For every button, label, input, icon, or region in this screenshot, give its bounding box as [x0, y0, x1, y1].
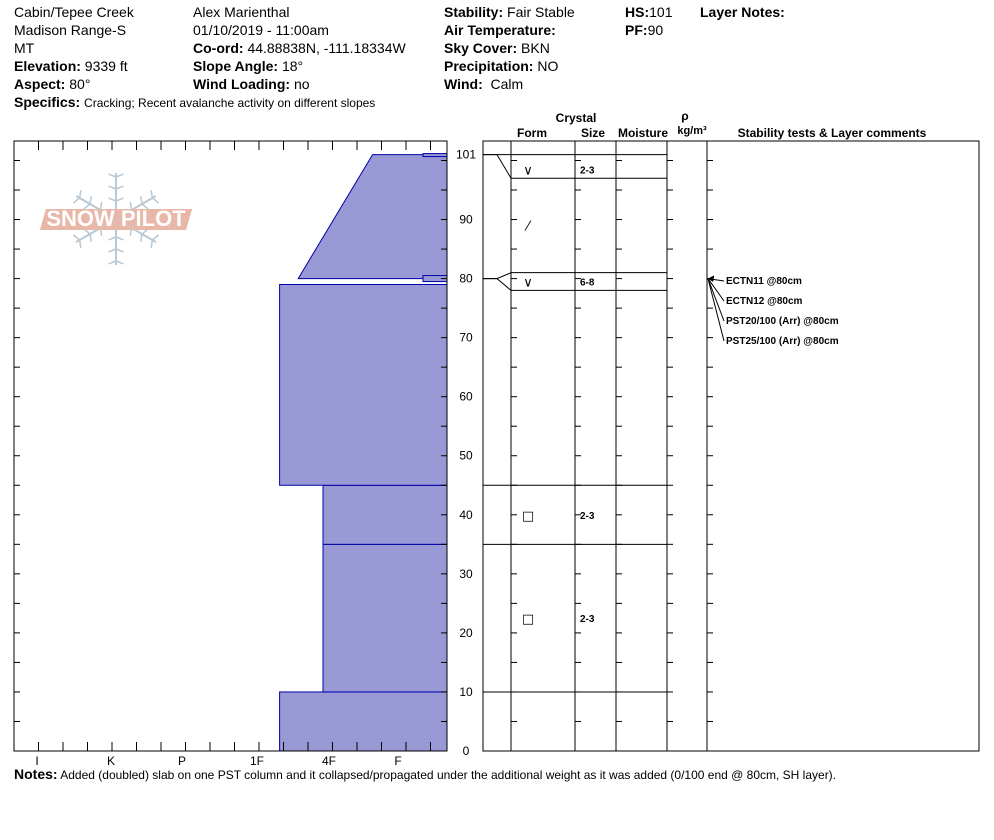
- aspect-label: Aspect:: [14, 76, 66, 92]
- snowflake-branch: [151, 190, 152, 198]
- hs-label: HS:: [625, 4, 650, 20]
- location-state: MT: [14, 40, 35, 56]
- boundary-connector: [483, 155, 511, 179]
- snowflake-branch: [116, 261, 123, 264]
- snowflake-branch: [73, 198, 79, 203]
- header-size: Size: [580, 126, 606, 140]
- snowflake-branch: [109, 186, 116, 189]
- table-ticks: [511, 160, 713, 751]
- height-axis-labels: [456, 148, 476, 758]
- notes-label: Notes:: [14, 766, 58, 782]
- hardness-tick-label: F: [394, 754, 402, 768]
- snowflake-branch: [90, 234, 91, 242]
- hardness-layer: [323, 485, 447, 544]
- snowflake-branch: [80, 190, 81, 198]
- hardness-layer: [280, 284, 447, 485]
- hardness-layer: [280, 692, 447, 751]
- hs-value: 101: [649, 4, 673, 20]
- height-tick-label: 60: [459, 389, 473, 404]
- snowflake-branch: [90, 196, 91, 204]
- precip-label: Precipitation:: [444, 58, 534, 74]
- hardness-tick-label: I: [35, 754, 39, 768]
- notes-text: Added (doubled) slab on one PST column and it collapsed/propagated under the additional weight as it was added (0/100 end @ 80cm, SH layer).: [60, 768, 837, 782]
- hardness-tick-label: P: [177, 754, 187, 768]
- logo-text: SNOW PILOT: [46, 206, 186, 231]
- snowflake-branch: [152, 198, 158, 203]
- snowflake-branch: [152, 235, 158, 240]
- specifics-value: Cracking; Recent avalanche activity on different slopes: [84, 96, 376, 110]
- hardness-tick-label: 4F: [321, 754, 337, 768]
- crystal-markers: [522, 163, 595, 627]
- hardness-tick-label: 1F: [249, 754, 265, 768]
- elevation-label: Elevation:: [14, 58, 81, 74]
- aspect-value: 80°: [69, 76, 91, 92]
- stability-test-label: ECTN11 @80cm: [726, 276, 802, 287]
- snowflake-branch: [116, 174, 123, 177]
- snowflake-branch: [116, 237, 123, 240]
- hardness-layers: [280, 154, 447, 751]
- pf-label: PF:: [625, 22, 648, 38]
- specifics-label: Specifics:: [14, 94, 81, 110]
- hardness-tick-label: K: [106, 754, 116, 768]
- sky-value: BKN: [521, 40, 550, 56]
- location-range: Madison Range-S: [14, 22, 127, 38]
- crystal-form-symbol: ∨: [523, 275, 533, 291]
- layer-table-frame: [483, 141, 979, 751]
- layer-notes-label: Layer Notes:: [700, 4, 785, 20]
- observation-datetime: 01/10/2019 - 11:00am: [193, 22, 329, 38]
- crystal-size-label: 2-3: [580, 614, 595, 626]
- height-tick-label: 101: [455, 147, 477, 162]
- location-name: Cabin/Tepee Creek: [14, 4, 134, 20]
- hardness-layer-edge: [423, 154, 447, 157]
- snowflake-branch: [141, 234, 142, 242]
- slope-label: Slope Angle:: [193, 58, 279, 74]
- height-tick-label: 90: [459, 212, 473, 227]
- sky-label: Sky Cover:: [444, 40, 518, 56]
- test-leader-line: [708, 279, 724, 341]
- height-tick-label: 80: [459, 271, 473, 286]
- header-density-unit: kg/m³: [677, 125, 707, 137]
- snowflake-branch: [109, 249, 116, 252]
- height-tick-label: 10: [459, 684, 473, 699]
- observer-name: Alex Marienthal: [193, 4, 290, 20]
- crystal-form-symbol: ∨: [523, 163, 533, 179]
- height-tick-label: 70: [459, 330, 473, 345]
- snowflake-branch: [116, 186, 123, 189]
- elevation-value: 9339 ft: [84, 58, 128, 74]
- crystal-size-label: 6-8: [580, 277, 595, 289]
- stability-test-label: PST20/100 (Arr) @80cm: [726, 316, 839, 327]
- slope-value: 18°: [281, 58, 304, 74]
- height-tick-label: 50: [459, 448, 473, 463]
- header-crystal: Crystal: [555, 111, 597, 125]
- header-comments: Stability tests & Layer comments: [737, 126, 927, 140]
- height-tick-label: 30: [459, 566, 473, 581]
- notes-row: [14, 766, 836, 782]
- height-tick-label: 20: [459, 625, 473, 640]
- crystal-size-label: 2-3: [580, 165, 595, 177]
- stability-label: Stability:: [444, 4, 504, 20]
- snowpilot-logo: [40, 173, 192, 265]
- wind-label: Wind:: [444, 76, 483, 92]
- snowflake-branch: [109, 261, 116, 264]
- snowflake-branch: [109, 174, 116, 177]
- test-leader-line: [708, 279, 724, 321]
- crystal-size-label: 2-3: [580, 510, 595, 522]
- height-tick-label: 40: [459, 507, 473, 522]
- height-tick-label: 0: [462, 744, 470, 758]
- stability-test-annotations: [708, 276, 839, 347]
- wind-value: Calm: [490, 76, 524, 92]
- air-temp-label: Air Temperature:: [444, 22, 556, 38]
- header-rho: ρ: [681, 109, 689, 123]
- snowflake-branch: [116, 249, 123, 252]
- precip-value: NO: [537, 58, 559, 74]
- crystal-form-symbol: □: [521, 612, 535, 628]
- header-form: Form: [517, 126, 547, 140]
- hardness-layer: [323, 544, 447, 692]
- snowflake-branch: [109, 237, 116, 240]
- snowflake-branch: [116, 198, 123, 201]
- stability-test-label: PST25/100 (Arr) @80cm: [726, 336, 839, 347]
- stability-test-label: ECTN12 @80cm: [726, 296, 803, 307]
- coord-value: 44.88838N, -111.18334W: [247, 40, 406, 56]
- snowflake-branch: [151, 240, 152, 248]
- crystal-form-symbol: □: [521, 508, 535, 524]
- hardness-layer: [298, 155, 447, 279]
- snowflake-branch: [73, 235, 79, 240]
- coord-label: Co-ord:: [193, 40, 244, 56]
- header-moisture: Moisture: [617, 126, 669, 140]
- snowflake-branch: [141, 196, 142, 204]
- snowflake-branch: [80, 240, 81, 248]
- boundary-connector: [483, 279, 511, 291]
- wind-loading-label: Wind Loading:: [193, 76, 291, 92]
- wind-loading-value: no: [293, 76, 310, 92]
- stability-value: Fair Stable: [507, 4, 575, 20]
- pf-value: 90: [647, 22, 664, 38]
- snowflake-branch: [109, 198, 116, 201]
- crystal-form-symbol: ⁄: [526, 219, 530, 235]
- boundary-connector: [483, 273, 511, 279]
